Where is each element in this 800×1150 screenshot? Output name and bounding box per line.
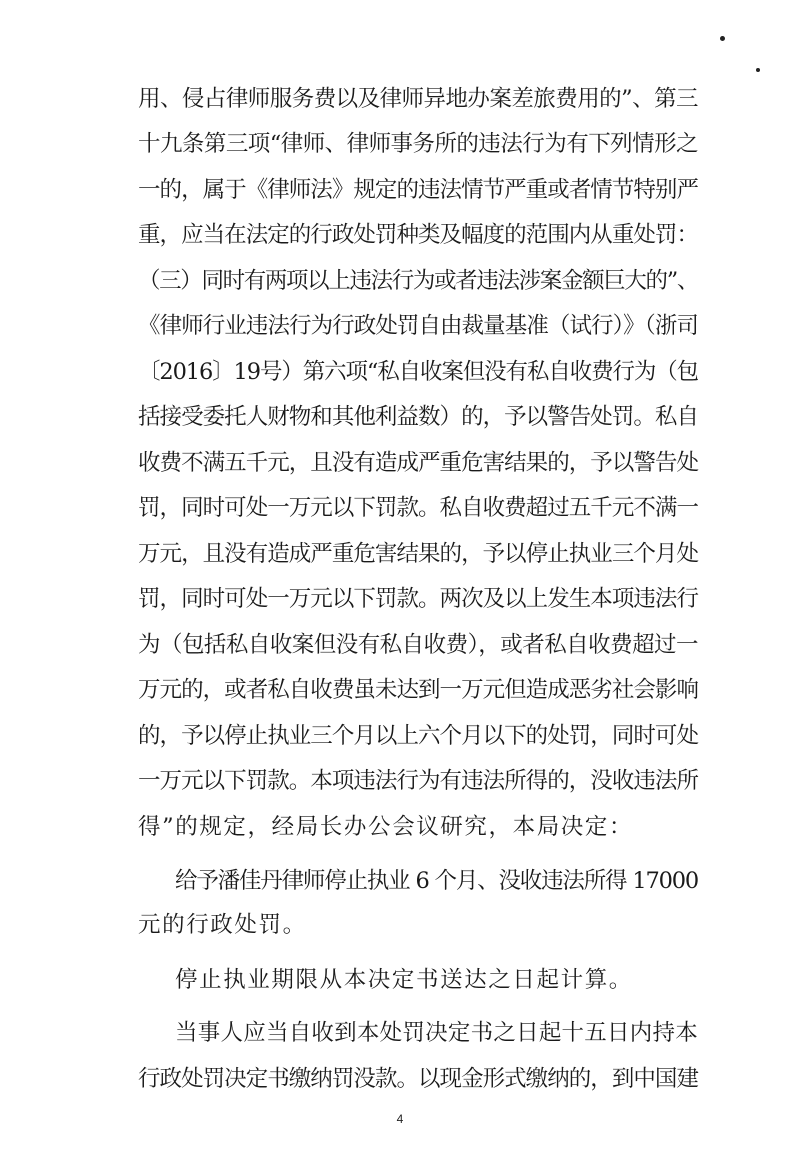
text-line: 《律师行业违法行为行政处罚自由裁量基准（试行）》（浙司 [138,313,698,339]
text-line: 停止执业期限从本决定书送达之日起计算。 [175,967,633,993]
text-line: 收费不满五千元，且没有造成严重危害结果的，予以警告处 [138,450,698,476]
text-line: 〔2016〕19号）第六项“私自收案但没有私自收费行为（包 [138,359,698,385]
text-line: 为（包括私自收案但没有私自收费），或者私自收费超过一 [138,632,698,658]
text-line: 用、侵占律师服务费以及律师异地办案差旅费用的”、第三 [138,86,698,112]
scan-speck [756,68,760,72]
text-line: 给予潘佳丹律师停止执业 6 个月、没收违法所得 17000 [175,868,698,894]
page-number: 4 [396,1112,404,1126]
text-line: 一的，属于《律师法》规定的违法情节严重或者情节特别严 [138,177,698,203]
text-line: 一万元以下罚款。本项违法行为有违法所得的，没收违法所 [138,768,698,794]
text-line: 元的行政处罚。 [138,912,307,938]
text-line: 重，应当在法定的行政处罚种类及幅度的范围内从重处罚： [138,222,698,248]
text-line: 万元的，或者私自收费虽未达到一万元但造成恶劣社会影响 [138,677,698,703]
scan-speck [720,36,725,41]
text-line: （三）同时有两项以上违法行为或者违法涉案金额巨大的”、 [138,268,698,294]
text-line: 得”的规定，经局长办公会议研究，本局决定： [138,814,634,840]
text-line: 的，予以停止执业三个月以上六个月以下的处罚，同时可处 [138,723,698,749]
text-line: 括接受委托人财物和其他利益数）的，予以警告处罚。私自 [138,404,698,430]
text-line: 十九条第三项“律师、律师事务所的违法行为有下列情形之 [138,131,698,157]
text-line: 罚，同时可处一万元以下罚款。两次及以上发生本项违法行 [138,586,698,612]
text-line: 万元，且没有造成严重危害结果的，予以停止执业三个月处 [138,541,698,567]
text-line: 罚，同时可处一万元以下罚款。私自收费超过五千元不满一 [138,495,698,521]
text-line: 行政处罚决定书缴纳罚没款。以现金形式缴纳的，到中国建 [138,1066,698,1092]
text-line: 当事人应当自收到本处罚决定书之日起十五日内持本 [175,1020,698,1046]
